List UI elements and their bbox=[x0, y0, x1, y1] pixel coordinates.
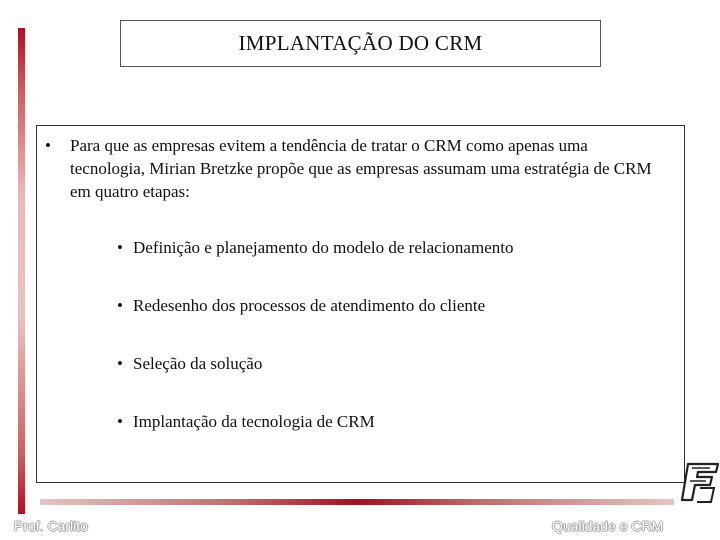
step-item bbox=[117, 410, 513, 468]
bullet-icon: • bbox=[45, 136, 51, 155]
steps-list bbox=[117, 236, 513, 468]
main-bullet-text: Para que as empresas evitem a tendência de tratar o CRM como apenas uma tecnologia, Mirian Bretzke propõe que as empresas assumam uma estratégia de CRM em quatro etapas: bbox=[70, 136, 652, 201]
step-item bbox=[117, 294, 513, 352]
footer-author: Prof. Carlito bbox=[14, 518, 88, 534]
main-bullet bbox=[45, 134, 665, 203]
left-accent-bar bbox=[18, 28, 25, 514]
school-logo-icon bbox=[680, 458, 720, 506]
bullet-icon: • bbox=[117, 412, 123, 431]
bottom-accent-bar bbox=[40, 499, 674, 505]
step-text: Definição e planejamento do modelo de relacionamento bbox=[133, 238, 514, 257]
slide-title-box bbox=[120, 20, 601, 67]
step-text: Implantação da tecnologia de CRM bbox=[133, 412, 375, 431]
slide-title: IMPLANTAÇÃO DO CRM bbox=[238, 31, 483, 55]
footer-course: Qualidade e CRM bbox=[552, 518, 664, 534]
bullet-icon: • bbox=[117, 354, 123, 373]
step-item bbox=[117, 236, 513, 294]
content-box bbox=[36, 125, 685, 483]
bullet-icon: • bbox=[117, 238, 123, 257]
bullet-icon: • bbox=[117, 296, 123, 315]
step-text: Seleção da solução bbox=[133, 354, 263, 373]
step-text: Redesenho dos processos de atendimento do cliente bbox=[133, 296, 486, 315]
step-item bbox=[117, 352, 513, 410]
